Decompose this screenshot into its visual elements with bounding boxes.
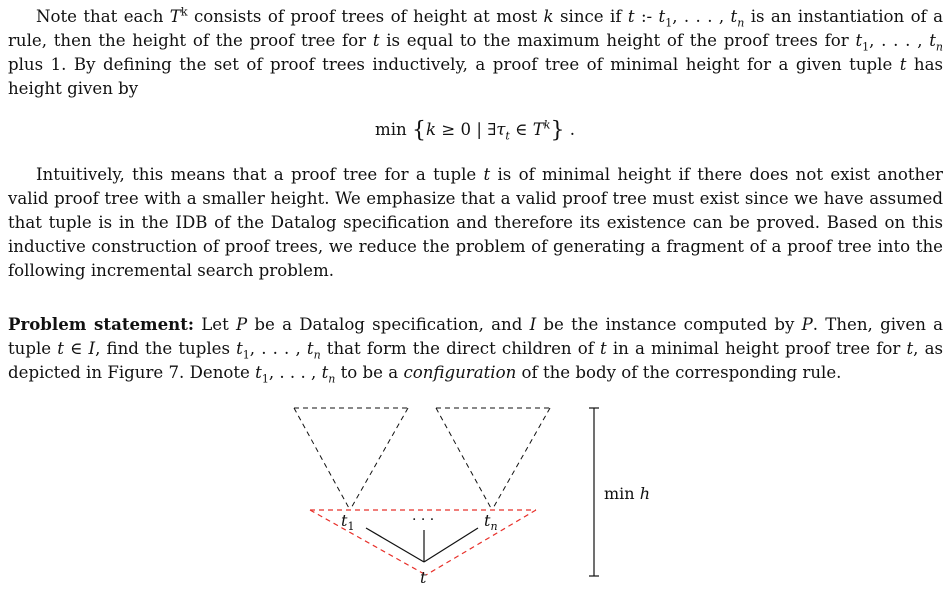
paragraph-intuition: Intuitively, this means that a proof tree for a tuple t is of minimal height if there does not exist another valid proof tree with a smaller height. We emphasize that a valid proof tree must exist since we have assumed that tuple is in the IDB of the Datalog specification and therefore its existence can be proved. Based on this inductive construction of proof trees, we reduce the problem of generating a fragment of a proof tree into the following incremental search problem. <box>8 165 943 280</box>
right-subtree-triangle <box>436 408 550 510</box>
height-indicator <box>589 408 599 576</box>
child-edges <box>366 528 478 562</box>
problem-statement-heading: Problem statement: <box>8 314 195 334</box>
paragraph-problem-statement: Problem statement: Let P be a Datalog specification, and I be the instance computed by P. Then, given a tuple t ∈ I, find the tuples $t_1$, . . . , $t_n$ that form the direct children of t in a minimal height proof tree for t, as depicted in Figure 7. Denote $t_1$, . . . , $t_n$ to be a configuration of the body of the corresponding rule. <box>8 314 944 386</box>
label-tn: $t_n$ <box>484 511 498 533</box>
label-dots: · · · <box>412 512 435 528</box>
left-subtree-triangle <box>294 408 408 510</box>
label-t: t <box>420 568 427 587</box>
paragraph-proof-height: Note that each $T^k$ consists of proof trees of height at most k since if t :- $t_1$, . . . , $t_n$ is an instantiation of a rule, then the height of the proof tree for t is equal to the maximum height of the proof trees for $t_1$, . . . , $t_n$ plus 1. By defining the set of proof trees inductively, a proof tree of minimal height for a given tuple t has height given by <box>8 5 943 98</box>
equation-min-height: min {k ≥ 0 | $\exists\tau_t$ ∈ $T^k$} . <box>375 118 575 143</box>
label-t1: $t_1$ <box>341 511 355 533</box>
label-min-h: min h <box>604 484 650 503</box>
